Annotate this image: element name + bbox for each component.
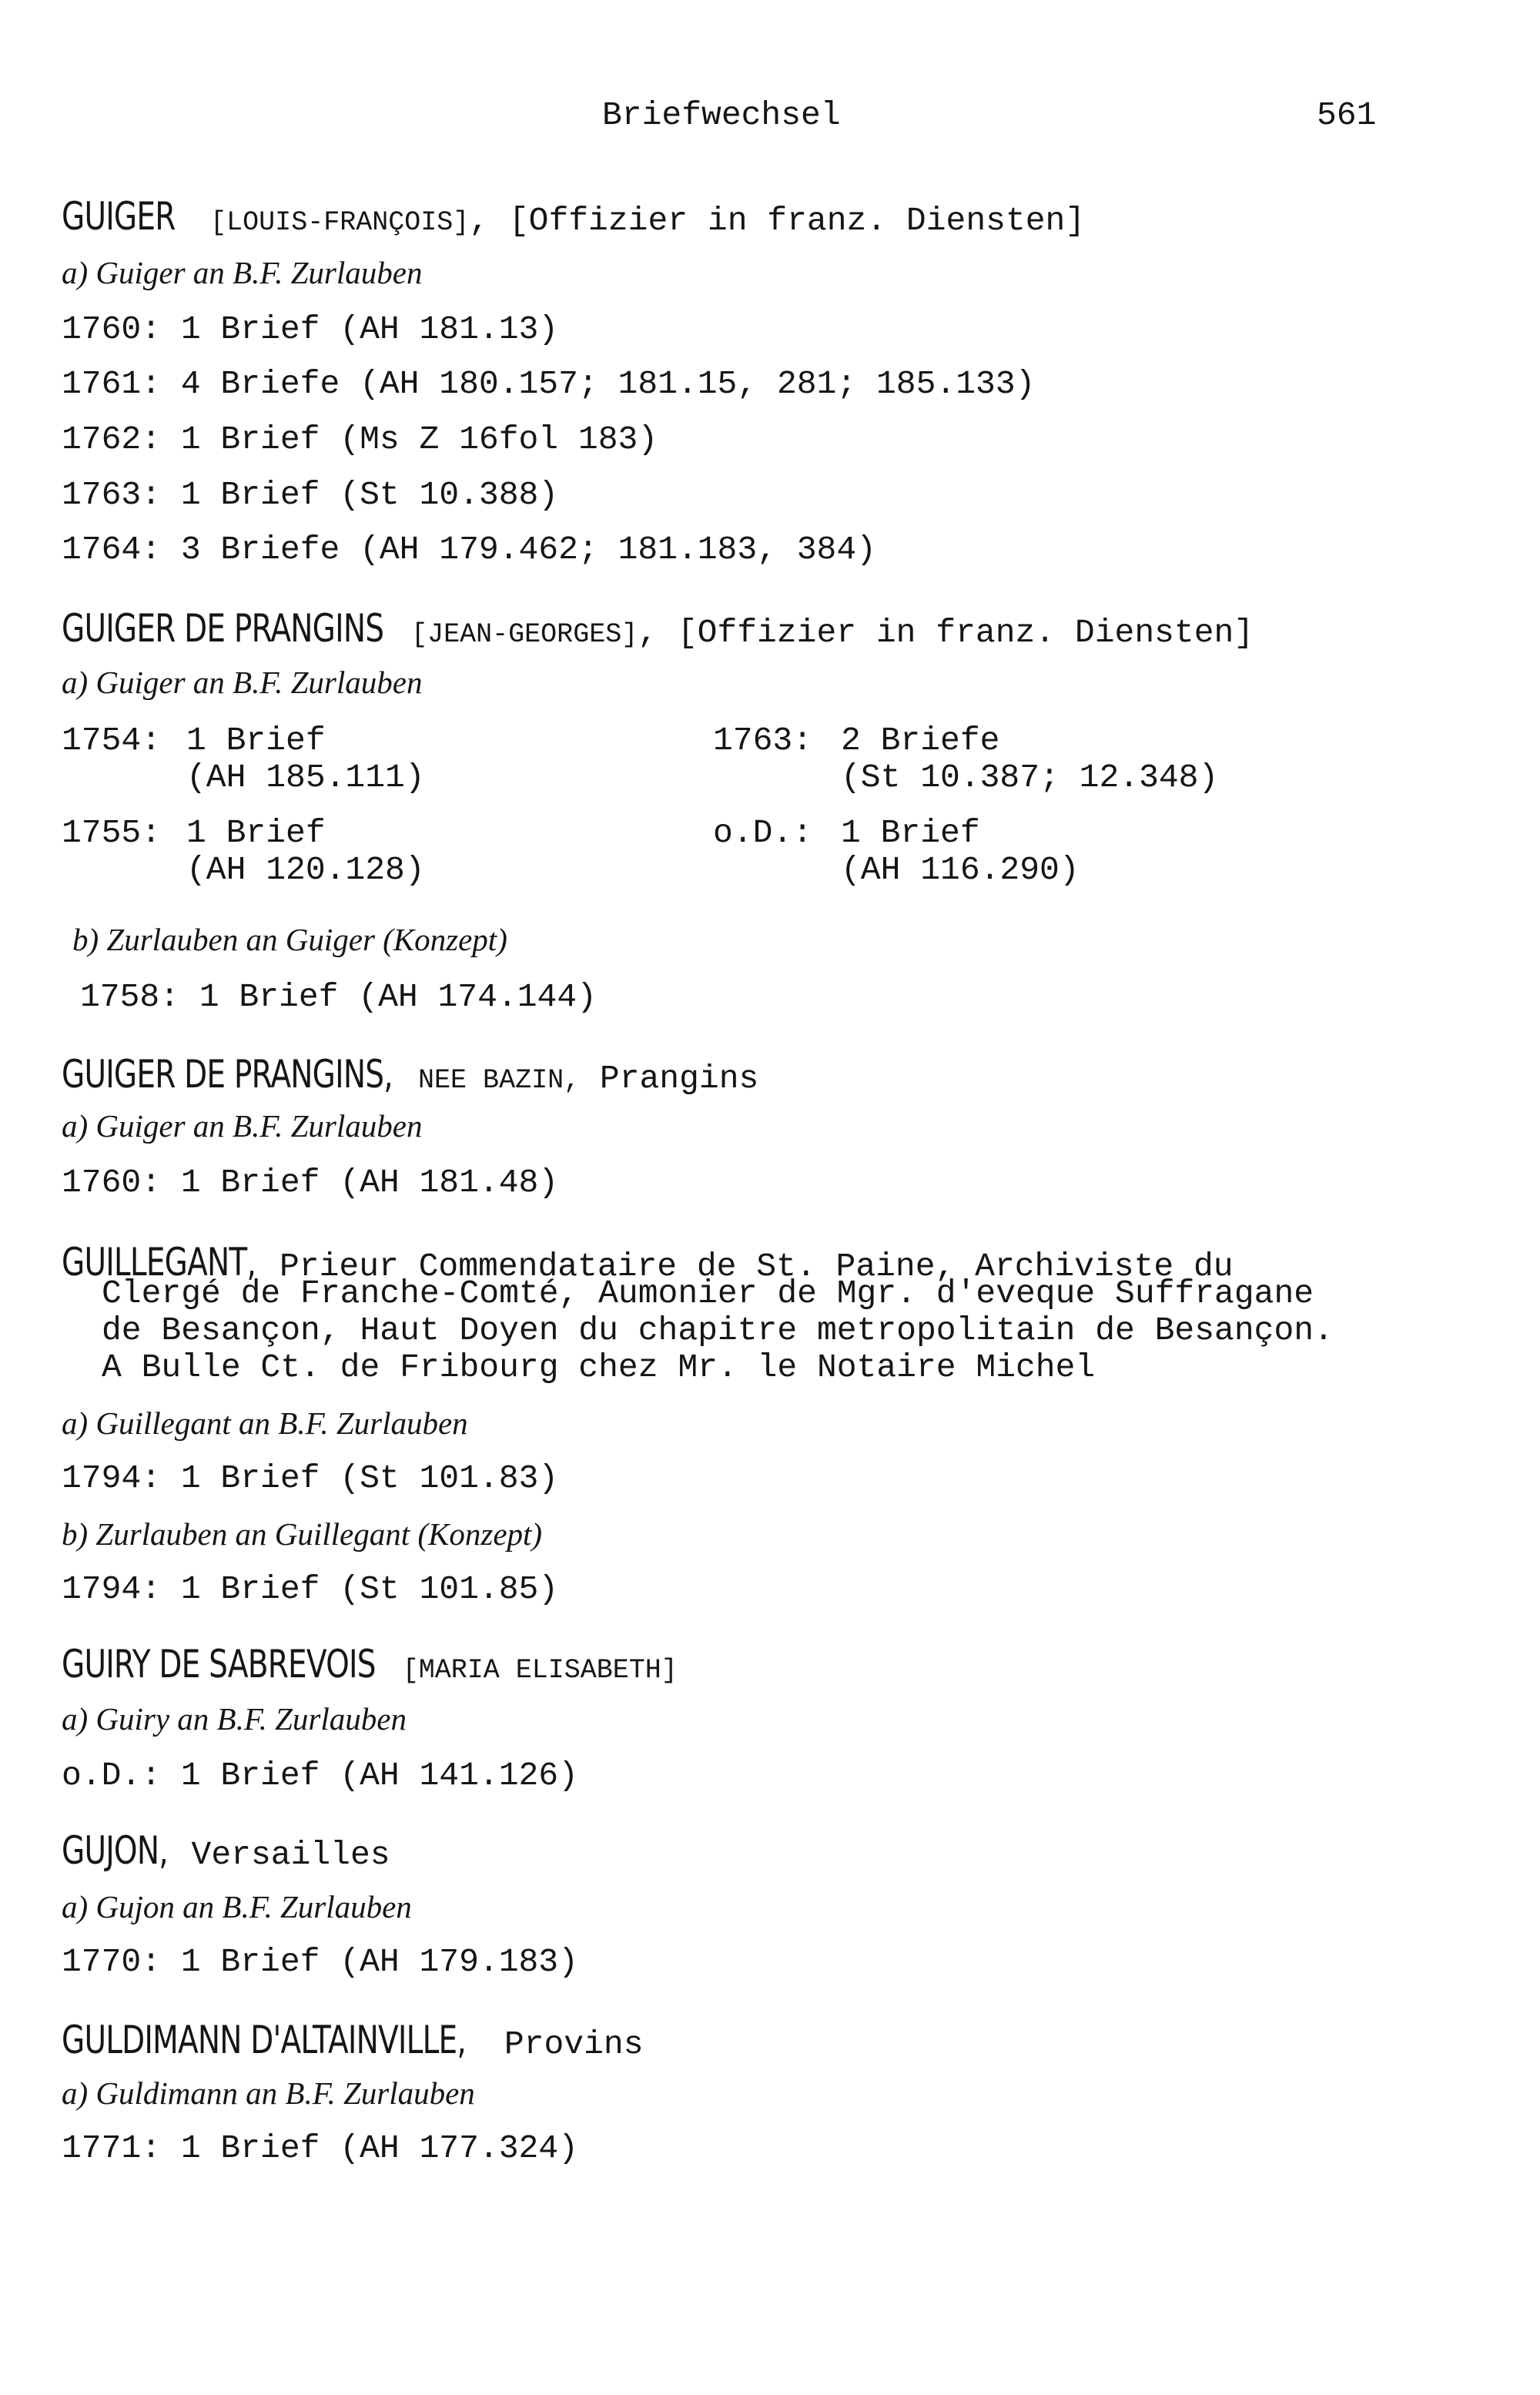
person-name: GUIGER	[62, 194, 176, 239]
description-continuation: Clergé de Franche-Comté, Aumonier de Mgr. d'eveque Suffragane	[102, 1275, 1314, 1312]
letter-entry: 1760: 1 Brief (AH 181.48)	[62, 1164, 559, 1201]
person-name: GUIRY DE SABREVOIS	[62, 1642, 376, 1687]
letter-entry-count: 2 Briefe	[841, 722, 1000, 759]
entry-heading-guiger-de-prangins	[62, 606, 1254, 652]
correspondence-label: a) Guiger an B.F. Zurlauben	[62, 1108, 423, 1144]
description-continuation: A Bulle Ct. de Fribourg chez Mr. le Notaire Michel	[102, 1348, 1096, 1386]
letter-entry: 1770: 1 Brief (AH 179.183)	[62, 1943, 578, 1981]
letter-entry-year: 1754:	[62, 722, 162, 759]
description-continuation: de Besançon, Haut Doyen du chapitre metropolitain de Besançon.	[102, 1311, 1334, 1349]
correspondence-label: b) Zurlauben an Guillegant (Konzept)	[62, 1516, 543, 1552]
letter-entry: 1758: 1 Brief (AH 174.144)	[80, 978, 597, 1016]
letter-entry: o.D.: 1 Brief (AH 141.126)	[62, 1757, 578, 1794]
person-name: GUIGER DE PRANGINS,	[62, 1052, 393, 1097]
person-description: Versailles	[171, 1836, 390, 1874]
page-number: 561	[1317, 96, 1377, 134]
letter-entry: 1794: 1 Brief (St 101.85)	[62, 1570, 559, 1608]
letter-entry-year: o.D.:	[713, 814, 813, 852]
person-description: , [Offizier in franz. Diensten]	[469, 202, 1086, 240]
correspondence-label: b) Zurlauben an Guiger (Konzept)	[72, 922, 507, 957]
letter-entry-ref: (AH 120.128)	[186, 851, 425, 889]
person-description: Prangins	[580, 1060, 759, 1097]
entry-heading-gujon	[62, 1828, 390, 1874]
person-name: GUJON,	[62, 1828, 168, 1873]
running-head-title: Briefwechsel	[602, 96, 841, 134]
person-name: GUILLEGANT,	[62, 1240, 256, 1285]
letter-entry: 1760: 1 Brief (AH 181.13)	[62, 310, 559, 348]
entry-heading-guiger	[62, 194, 1085, 240]
entry-heading-guiry	[62, 1642, 678, 1687]
correspondence-label: a) Guiry an B.F. Zurlauben	[62, 1701, 407, 1737]
person-qualifier: NEE BAZIN,	[418, 1065, 581, 1096]
person-description: Provins	[484, 2025, 644, 2063]
correspondence-label: a) Guillegant an B.F. Zurlauben	[62, 1405, 468, 1441]
correspondence-label: a) Gujon an B.F. Zurlauben	[62, 1889, 412, 1924]
person-qualifier: [JEAN-GEORGES]	[411, 619, 638, 650]
letter-entry-year: 1755:	[62, 814, 162, 852]
letter-entry-count: 1 Brief	[841, 814, 980, 852]
entry-heading-guiger-de-prangins-bazin	[62, 1052, 758, 1097]
letter-entry-year: 1763:	[713, 722, 813, 759]
person-description: Prieur Commendataire de St. Paine, Archiviste du	[259, 1248, 1234, 1285]
letter-entry: 1761: 4 Briefe (AH 180.157; 181.15, 281; 185.133)	[62, 365, 1036, 403]
letter-entry-count: 1 Brief	[186, 722, 326, 759]
person-qualifier: [LOUIS-FRANÇOIS]	[210, 207, 470, 238]
person-qualifier: [MARIA ELISABETH]	[402, 1655, 678, 1686]
letter-entry: 1771: 1 Brief (AH 177.324)	[62, 2129, 578, 2167]
entry-heading-guldimann	[62, 2018, 644, 2063]
correspondence-label: a) Guiger an B.F. Zurlauben	[62, 665, 423, 700]
letter-entry-ref: (AH 116.290)	[841, 851, 1080, 889]
letter-entry-count: 1 Brief	[186, 814, 326, 852]
letter-entry: 1762: 1 Brief (Ms Z 16fol 183)	[62, 420, 658, 458]
letter-entry: 1764: 3 Briefe (AH 179.462; 181.183, 384)	[62, 531, 876, 568]
letter-entry-ref: (AH 185.111)	[186, 759, 425, 796]
correspondence-label: a) Guiger an B.F. Zurlauben	[62, 255, 423, 290]
letter-entry-ref: (St 10.387; 12.348)	[841, 759, 1219, 796]
person-name: GULDIMANN D'ALTAINVILLE,	[62, 2018, 467, 2062]
person-description: , [Offizier in franz. Diensten]	[638, 614, 1254, 652]
letter-entry: 1794: 1 Brief (St 101.83)	[62, 1459, 559, 1497]
correspondence-label: a) Guldimann an B.F. Zurlauben	[62, 2075, 475, 2111]
person-name: GUIGER DE PRANGINS	[62, 606, 384, 651]
letter-entry: 1763: 1 Brief (St 10.388)	[62, 476, 559, 514]
